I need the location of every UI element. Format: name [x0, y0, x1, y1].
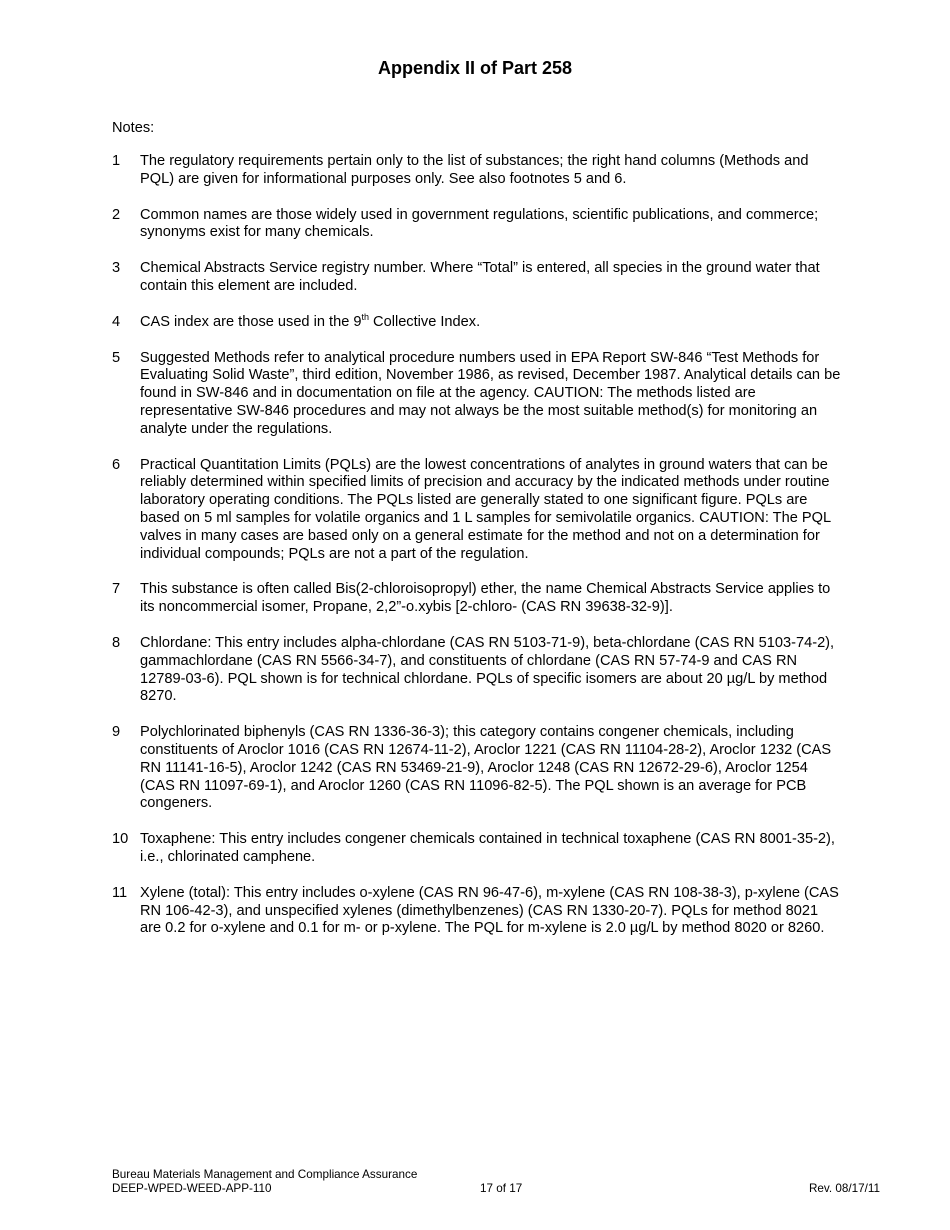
note-4: [112, 311, 842, 332]
note-11: [112, 885, 842, 938]
note-text: Polychlorinated biphenyls (CAS RN 1336-36-3); this category contains congener chemicals, including constituents of Aroclor 1016 (CAS RN 12674-11-2), Aroclor 1221 (CAS RN 11104-28-2), Aroclor 1232 (CAS RN 11141-16-5), Aroclor 1242 (CAS RN 53469-21-9), Aroclor 1248 (CAS RN 12672-29-6), Aroclor 1254 (CAS RN 11097-69-1), and Aroclor 1260 (CAS RN 11096-82-5). The PQL shown is an average for PCB congeners.: [140, 724, 832, 812]
note-text: Common names are those widely used in government regulations, scientific publications, and commerce; synonyms exist for many chemicals.: [140, 206, 819, 241]
note-text: The regulatory requirements pertain only to the list of substances; the right hand columns (Methods and PQL) are given for informational purposes only. See also footnotes 5 and 6.: [140, 153, 809, 187]
note-number: 2: [112, 206, 121, 223]
note-number: 6: [112, 456, 121, 473]
note-number: 7: [112, 581, 121, 598]
note-text: Xylene (total): This entry includes o-xylene (CAS RN 96-47-6), m-xylene (CAS RN 108-38-3), p-xylene (CAS RN 106-42-3), and unspecified xylenes (dimethylbenzenes) (CAS RN 1330-20-7). PQLs for method 8021 are 0.2 for o-xylene and 0.1 for m- or p-xylene. The PQL for m-xylene is 2.0 µg/L by method 8020 or 8260.: [140, 884, 839, 937]
footer-page-number: 17 of 17: [480, 1182, 523, 1195]
note-text: Toxaphene: This entry includes congener chemicals contained in technical toxaphene (CAS RN 8001-35-2), i.e., chlorinated camphene.: [140, 831, 835, 865]
footer-revision: Rev. 08/17/11: [808, 1182, 880, 1195]
note-6: [112, 457, 842, 564]
note-5: [112, 350, 842, 439]
note-9: [112, 724, 842, 813]
note-10: [112, 831, 842, 867]
note-text: [140, 311, 842, 332]
footer-bureau: Bureau Materials Management and Compliance Assurance: [112, 1168, 418, 1181]
note-number: 8: [112, 634, 121, 651]
note-text: Chlordane: This entry includes alpha-chlordane (CAS RN 5103-71-9), beta-chlordane (CAS RN 5103-74-2), gammachlordane (CAS RN 5566-34-7), and constituents of chlordane (CAS RN 57-74-9 and CAS RN 12789-03-6). PQL shown is for technical chlordane. PQLs of specific isomers are about 20 µg/L by method 8270.: [140, 634, 835, 705]
note-text: Suggested Methods refer to analytical procedure numbers used in EPA Report SW-846 “Test Methods for Evaluating Solid Waste”, third edition, November 1986, as revised, December 1987. Analytical details can be found in SW-846 and in documentation on file at the agency. CAUTION: The methods listed are representative SW-846 procedures and may not always be the most suitable method(s) for monitoring an analyte under the regulations.: [140, 349, 841, 437]
note-number: 4: [112, 313, 121, 330]
note-number: 10: [112, 831, 129, 848]
note-text: Practical Quantitation Limits (PQLs) are the lowest concentrations of analytes in ground waters that can be reliably determined within specified limits of precision and accuracy by the indicated methods under routine laboratory operating conditions. The PQLs listed are generally stated to one significant figure. PQLs are based on 5 ml samples for volatile organics and 1 L samples for semivolatile organics. CAUTION: The PQL valves in many cases are based only on a general estimate for the method and not on a determination for individual compounds; PQLs are not a part of the regulation.: [140, 456, 831, 562]
notes-list: [112, 153, 842, 956]
note-1: [112, 153, 842, 189]
notes-heading: Notes:: [112, 120, 155, 136]
note-number: 5: [112, 349, 121, 366]
note-3: [112, 260, 842, 296]
note-2: [112, 207, 842, 243]
page-title: Appendix II of Part 258: [377, 58, 573, 78]
note-text-part: Collective Index.: [369, 313, 481, 330]
note-number: 11: [112, 884, 128, 901]
footer-row: [112, 1182, 880, 1196]
note-number: 9: [112, 724, 121, 741]
note-number: 3: [112, 260, 121, 277]
superscript-th: th: [361, 311, 369, 322]
note-number: 1: [112, 153, 121, 169]
note-7: [112, 581, 842, 617]
note-8: [112, 635, 842, 706]
note-text-part: CAS index are those used in the 9: [140, 313, 362, 330]
note-text: This substance is often called Bis(2-chloroisopropyl) ether, the name Chemical Abstracts Service applies to its noncommercial isomer, Propane, 2,2”-o.xybis [2-chloro- (CAS RN 39638-32-9)].: [140, 581, 831, 616]
footer-doc-id: DEEP-WPED-WEED-APP-110: [112, 1182, 272, 1195]
note-text: Chemical Abstracts Service registry number. Where “Total” is entered, all species in the ground water that contain this element are included.: [140, 260, 820, 294]
